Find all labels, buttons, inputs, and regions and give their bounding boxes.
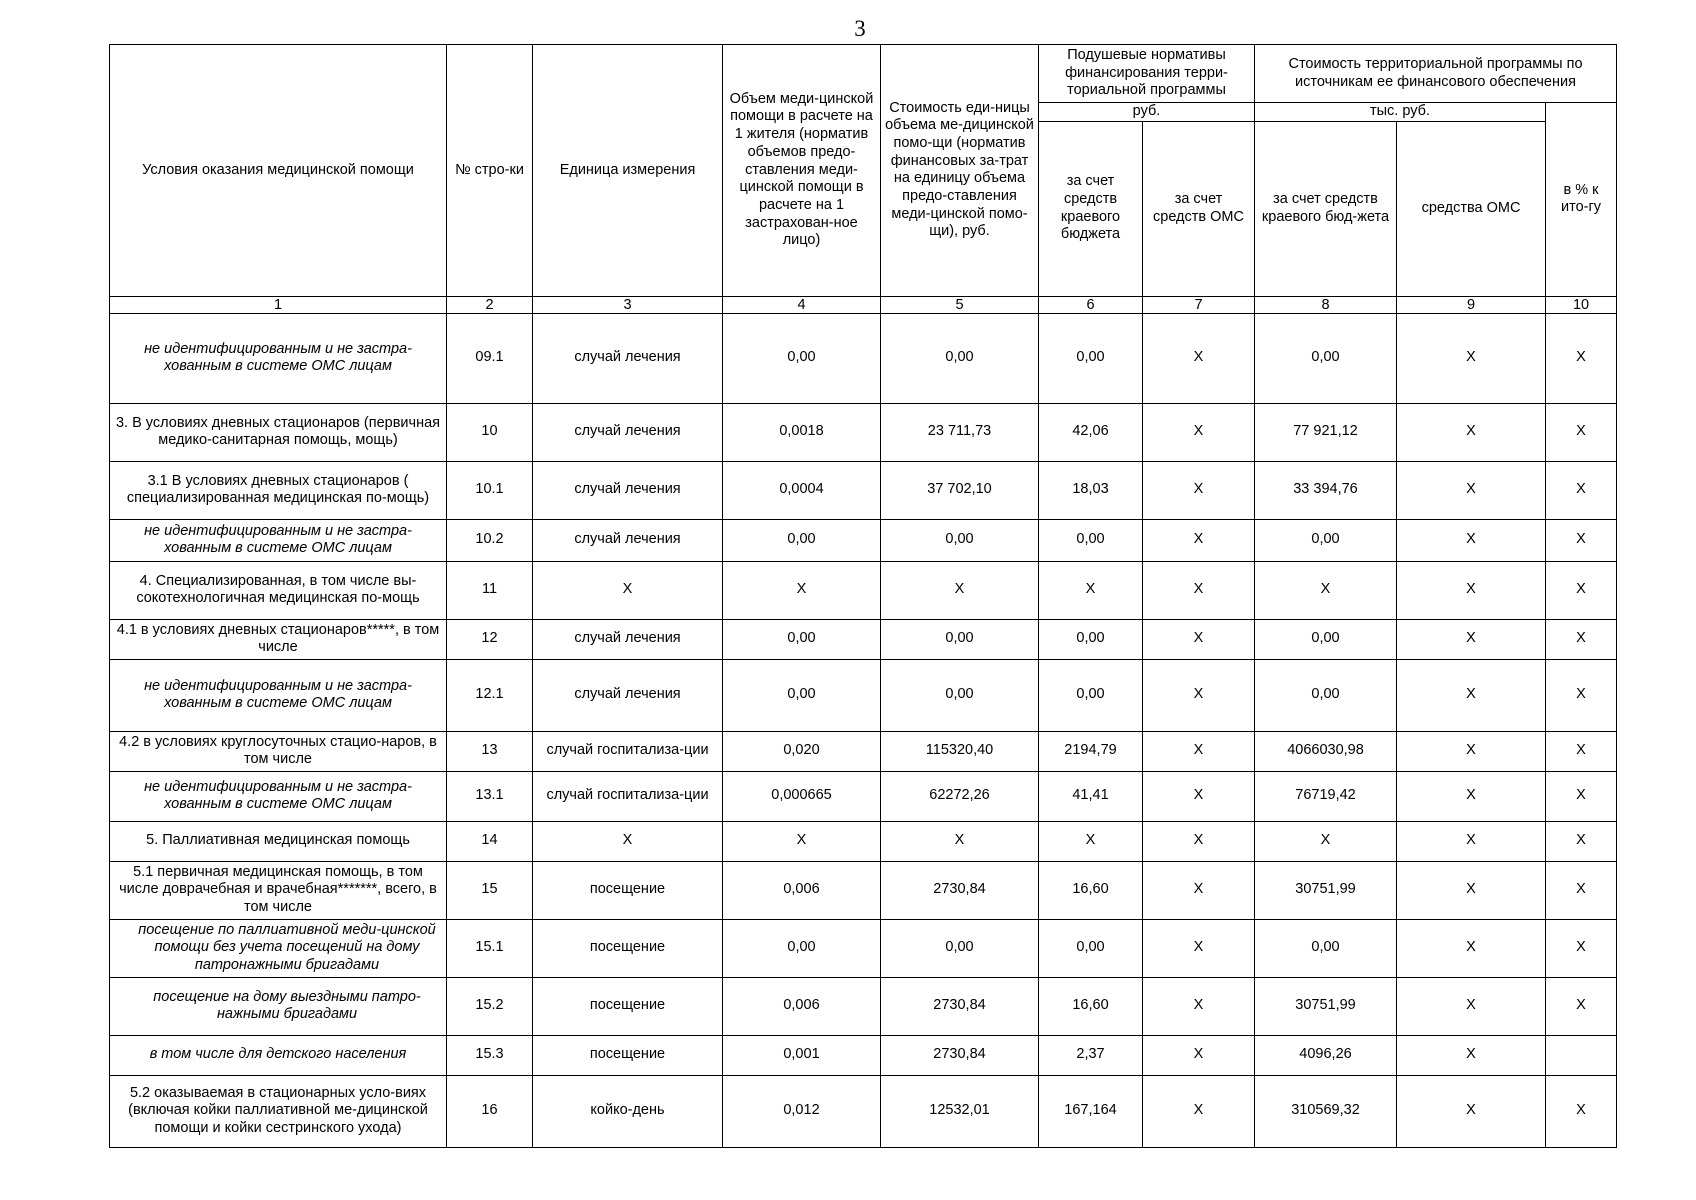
cell-row-number: 09.1 — [447, 313, 533, 403]
cell-unit: случай лечения — [533, 519, 723, 561]
cell-regional-budget-thous: 0,00 — [1255, 659, 1397, 731]
row-conditions — [110, 1035, 447, 1075]
cell-oms-thous: Х — [1397, 619, 1546, 659]
cell-unit-cost: 23 711,73 — [881, 403, 1039, 461]
row-conditions-text: 4. Специализированная, в том числе вы-сокотехнологичная медицинская по-мощь — [136, 572, 420, 607]
cell-row-number: 13 — [447, 731, 533, 771]
cell-volume: 0,00 — [723, 519, 881, 561]
cell-percent: Х — [1546, 1075, 1617, 1147]
cell-unit: койко-день — [533, 1075, 723, 1147]
cell-regional-budget-rub: 2,37 — [1039, 1035, 1143, 1075]
header-per-capita: Подушевые нормативы финансирования терри-ториальной программы — [1039, 45, 1255, 103]
table-row — [110, 659, 1617, 731]
cell-oms-rub: Х — [1143, 561, 1255, 619]
table-row — [110, 861, 1617, 919]
table-row — [110, 731, 1617, 771]
cell-percent: Х — [1546, 461, 1617, 519]
row-conditions — [110, 731, 447, 771]
cell-percent: Х — [1546, 771, 1617, 821]
cell-row-number: 10 — [447, 403, 533, 461]
cell-row-number: 16 — [447, 1075, 533, 1147]
cell-regional-budget-rub: 16,60 — [1039, 861, 1143, 919]
cell-volume: 0,0018 — [723, 403, 881, 461]
header-conditions: Условия оказания медицинской помощи — [110, 45, 447, 297]
table-row — [110, 771, 1617, 821]
column-number: 2 — [447, 296, 533, 313]
column-number: 3 — [533, 296, 723, 313]
cell-oms-rub: Х — [1143, 403, 1255, 461]
column-number: 5 — [881, 296, 1039, 313]
row-conditions-text: посещение по паллиативной меди-цинской помощи без учета посещений на дому патронажными бригадами — [138, 921, 436, 974]
cell-oms-thous: Х — [1397, 461, 1546, 519]
cell-unit-cost: 0,00 — [881, 659, 1039, 731]
cell-oms-thous: Х — [1397, 1035, 1546, 1075]
cell-regional-budget-thous: 33 394,76 — [1255, 461, 1397, 519]
cell-regional-budget-thous: Х — [1255, 821, 1397, 861]
cell-unit: посещение — [533, 861, 723, 919]
cell-volume: 0,006 — [723, 977, 881, 1035]
cell-unit-cost: 0,00 — [881, 519, 1039, 561]
column-number: 10 — [1546, 296, 1617, 313]
row-conditions-text: не идентифицированным и не застра-хованным в системе ОМС лицам — [144, 340, 412, 375]
cell-oms-thous: Х — [1397, 561, 1546, 619]
cell-oms-thous: Х — [1397, 731, 1546, 771]
cell-row-number: 11 — [447, 561, 533, 619]
cell-unit: случай госпитализа-ции — [533, 771, 723, 821]
table-row — [110, 1075, 1617, 1147]
cell-unit-cost: 0,00 — [881, 619, 1039, 659]
table-row — [110, 919, 1617, 977]
row-conditions-text: 4.2 в условиях круглосуточных стацио-наров, в том числе — [119, 733, 437, 768]
table-row — [110, 561, 1617, 619]
table-row — [110, 977, 1617, 1035]
cell-unit-cost: Х — [881, 821, 1039, 861]
cell-oms-rub: Х — [1143, 821, 1255, 861]
cell-percent — [1546, 1035, 1617, 1075]
cell-row-number: 15.2 — [447, 977, 533, 1035]
cell-percent: Х — [1546, 821, 1617, 861]
cell-unit-cost: 0,00 — [881, 313, 1039, 403]
cell-regional-budget-rub: 2194,79 — [1039, 731, 1143, 771]
cell-oms-thous: Х — [1397, 403, 1546, 461]
cell-row-number: 10.1 — [447, 461, 533, 519]
cell-unit: случай лечения — [533, 659, 723, 731]
header-regional-budget-thous: за счет средств краевого бюд-жета — [1255, 121, 1397, 296]
row-conditions-text: не идентифицированным и не застра-хованным в системе ОМС лицам — [144, 677, 412, 712]
cell-unit: случай лечения — [533, 313, 723, 403]
row-conditions — [110, 313, 447, 403]
cell-unit: случай лечения — [533, 403, 723, 461]
cell-oms-rub: Х — [1143, 861, 1255, 919]
cell-oms-rub: Х — [1143, 519, 1255, 561]
row-conditions-text: не идентифицированным и не застра-хованным в системе ОМС лицам — [144, 522, 412, 557]
row-conditions — [110, 1075, 447, 1147]
cell-regional-budget-rub: 0,00 — [1039, 619, 1143, 659]
cell-unit-cost: 12532,01 — [881, 1075, 1039, 1147]
row-conditions — [110, 771, 447, 821]
table-row — [110, 619, 1617, 659]
cell-oms-rub: Х — [1143, 619, 1255, 659]
cell-regional-budget-thous: 0,00 — [1255, 313, 1397, 403]
column-number: 7 — [1143, 296, 1255, 313]
cell-oms-rub: Х — [1143, 731, 1255, 771]
cell-volume: 0,006 — [723, 861, 881, 919]
cell-row-number: 15 — [447, 861, 533, 919]
cell-volume: 0,012 — [723, 1075, 881, 1147]
cell-unit: случай госпитализа-ции — [533, 731, 723, 771]
cell-volume: 0,001 — [723, 1035, 881, 1075]
cell-volume: 0,00 — [723, 919, 881, 977]
cell-regional-budget-thous: 76719,42 — [1255, 771, 1397, 821]
row-conditions — [110, 519, 447, 561]
header-regional-budget-rub: за счет средств краевого бюджета — [1039, 121, 1143, 296]
row-conditions — [110, 403, 447, 461]
cell-percent: Х — [1546, 313, 1617, 403]
header-row-number: № стро-ки — [447, 45, 533, 297]
cell-unit: посещение — [533, 1035, 723, 1075]
cell-oms-thous: Х — [1397, 659, 1546, 731]
row-conditions-text: посещение на дому выездными патро-нажными бригадами — [153, 988, 421, 1023]
cell-oms-rub: Х — [1143, 919, 1255, 977]
cell-unit: посещение — [533, 977, 723, 1035]
cell-regional-budget-thous: 30751,99 — [1255, 861, 1397, 919]
cell-unit: посещение — [533, 919, 723, 977]
cell-oms-rub: Х — [1143, 1035, 1255, 1075]
cell-regional-budget-rub: 42,06 — [1039, 403, 1143, 461]
cell-oms-rub: Х — [1143, 313, 1255, 403]
header-program-cost: Стоимость территориальной программы по источникам ее финансового обеспечения — [1255, 45, 1617, 103]
cell-volume: Х — [723, 821, 881, 861]
cell-row-number: 12 — [447, 619, 533, 659]
cell-volume: 0,00 — [723, 313, 881, 403]
cell-regional-budget-rub: 41,41 — [1039, 771, 1143, 821]
row-conditions-text: 3.1 В условиях дневных стационаров ( специализированная медицинская по-мощь) — [126, 472, 430, 507]
cell-regional-budget-rub: 16,60 — [1039, 977, 1143, 1035]
cell-volume: 0,0004 — [723, 461, 881, 519]
cell-percent: Х — [1546, 919, 1617, 977]
row-conditions — [110, 619, 447, 659]
cell-regional-budget-rub: Х — [1039, 821, 1143, 861]
row-conditions — [110, 821, 447, 861]
cell-oms-thous: Х — [1397, 313, 1546, 403]
row-conditions-text: 5.1 первичная медицинская помощь, в том числе доврачебная и врачебная*******, всего, в том числе — [119, 863, 437, 916]
row-conditions — [110, 861, 447, 919]
cell-unit-cost: 0,00 — [881, 919, 1039, 977]
cell-regional-budget-thous: 0,00 — [1255, 919, 1397, 977]
cell-unit: Х — [533, 821, 723, 861]
cell-percent: Х — [1546, 519, 1617, 561]
row-conditions — [110, 461, 447, 519]
cell-regional-budget-rub: 18,03 — [1039, 461, 1143, 519]
cell-percent: Х — [1546, 861, 1617, 919]
cell-unit: Х — [533, 561, 723, 619]
cell-percent: Х — [1546, 403, 1617, 461]
cell-regional-budget-thous: 30751,99 — [1255, 977, 1397, 1035]
cell-volume: 0,020 — [723, 731, 881, 771]
cell-percent: Х — [1546, 731, 1617, 771]
territorial-program-table — [109, 44, 1617, 1148]
cell-regional-budget-rub: 0,00 — [1039, 659, 1143, 731]
cell-regional-budget-rub: Х — [1039, 561, 1143, 619]
cell-volume: 0,00 — [723, 619, 881, 659]
header-oms-rub: за счет средств ОМС — [1143, 121, 1255, 296]
cell-unit-cost: 2730,84 — [881, 977, 1039, 1035]
table-row — [110, 519, 1617, 561]
row-conditions-text: 4.1 в условиях дневных стационаров*****, в том числе — [116, 621, 440, 656]
cell-oms-rub: Х — [1143, 1075, 1255, 1147]
column-number: 4 — [723, 296, 881, 313]
cell-oms-rub: Х — [1143, 659, 1255, 731]
column-number: 9 — [1397, 296, 1546, 313]
header-rub: руб. — [1039, 103, 1255, 122]
row-conditions — [110, 919, 447, 977]
cell-row-number: 12.1 — [447, 659, 533, 731]
cell-row-number: 13.1 — [447, 771, 533, 821]
cell-volume: Х — [723, 561, 881, 619]
cell-oms-thous: Х — [1397, 821, 1546, 861]
cell-oms-rub: Х — [1143, 977, 1255, 1035]
cell-regional-budget-rub: 0,00 — [1039, 313, 1143, 403]
column-number: 6 — [1039, 296, 1143, 313]
cell-unit: случай лечения — [533, 619, 723, 659]
cell-oms-thous: Х — [1397, 519, 1546, 561]
cell-unit-cost: 2730,84 — [881, 861, 1039, 919]
header-volume: Объем меди-цинской помощи в расчете на 1 жителя (норматив объемов предо-ставления меди-цинской помощи в расчете на 1 застрахован-ное лицо) — [723, 45, 881, 297]
header-percent: в % к ито-гу — [1546, 103, 1617, 297]
cell-unit-cost: Х — [881, 561, 1039, 619]
cell-regional-budget-thous: 4066030,98 — [1255, 731, 1397, 771]
cell-regional-budget-rub: 0,00 — [1039, 919, 1143, 977]
table-row — [110, 313, 1617, 403]
row-conditions — [110, 977, 447, 1035]
row-conditions-text: 5.2 оказываемая в стационарных усло-виях (включая койки паллиативной ме-дицинской помощи и койки сестринского ухода) — [128, 1084, 428, 1137]
cell-row-number: 14 — [447, 821, 533, 861]
cell-regional-budget-thous: 4096,26 — [1255, 1035, 1397, 1075]
cell-unit-cost: 62272,26 — [881, 771, 1039, 821]
cell-regional-budget-rub: 167,164 — [1039, 1075, 1143, 1147]
table-row — [110, 821, 1617, 861]
cell-regional-budget-thous: 0,00 — [1255, 619, 1397, 659]
page-number: 3 — [854, 16, 866, 41]
header-unit: Единица измерения — [533, 45, 723, 297]
cell-oms-rub: Х — [1143, 461, 1255, 519]
cell-regional-budget-thous: Х — [1255, 561, 1397, 619]
cell-volume: 0,000665 — [723, 771, 881, 821]
table-row — [110, 461, 1617, 519]
cell-oms-thous: Х — [1397, 771, 1546, 821]
cell-row-number: 15.1 — [447, 919, 533, 977]
table-row — [110, 403, 1617, 461]
row-conditions — [110, 659, 447, 731]
column-number: 1 — [110, 296, 447, 313]
cell-unit-cost: 115320,40 — [881, 731, 1039, 771]
row-conditions-text: в том числе для детского населения — [149, 1046, 407, 1063]
cell-oms-rub: Х — [1143, 771, 1255, 821]
header-oms-thous: средства ОМС — [1397, 121, 1546, 296]
cell-regional-budget-rub: 0,00 — [1039, 519, 1143, 561]
cell-row-number: 15.3 — [447, 1035, 533, 1075]
cell-unit-cost: 2730,84 — [881, 1035, 1039, 1075]
cell-oms-thous: Х — [1397, 1075, 1546, 1147]
column-number: 8 — [1255, 296, 1397, 313]
cell-regional-budget-thous: 310569,32 — [1255, 1075, 1397, 1147]
row-conditions-text: 3. В условиях дневных стационаров (первичная медико-санитарная помощь, мощь) — [115, 414, 440, 449]
table-row — [110, 1035, 1617, 1075]
cell-percent: Х — [1546, 977, 1617, 1035]
cell-unit-cost: 37 702,10 — [881, 461, 1039, 519]
column-numbers-row — [110, 296, 1617, 313]
cell-regional-budget-thous: 77 921,12 — [1255, 403, 1397, 461]
cell-percent: Х — [1546, 659, 1617, 731]
cell-oms-thous: Х — [1397, 919, 1546, 977]
cell-oms-thous: Х — [1397, 977, 1546, 1035]
cell-oms-thous: Х — [1397, 861, 1546, 919]
header-thous-rub: тыс. руб. — [1255, 103, 1546, 122]
cell-regional-budget-thous: 0,00 — [1255, 519, 1397, 561]
cell-percent: Х — [1546, 619, 1617, 659]
row-conditions — [110, 561, 447, 619]
cell-unit: случай лечения — [533, 461, 723, 519]
cell-row-number: 10.2 — [447, 519, 533, 561]
cell-volume: 0,00 — [723, 659, 881, 731]
row-conditions-text: не идентифицированным и не застра-хованным в системе ОМС лицам — [144, 778, 412, 813]
cell-percent: Х — [1546, 561, 1617, 619]
header-unit-cost: Стоимость еди-ницы объема ме-дицинской помо-щи (норматив финансовых за-трат на единицу объема предо-ставления меди-цинской помо-щи), руб. — [881, 45, 1039, 297]
row-conditions-text: 5. Паллиативная медицинская помощь — [146, 832, 410, 849]
